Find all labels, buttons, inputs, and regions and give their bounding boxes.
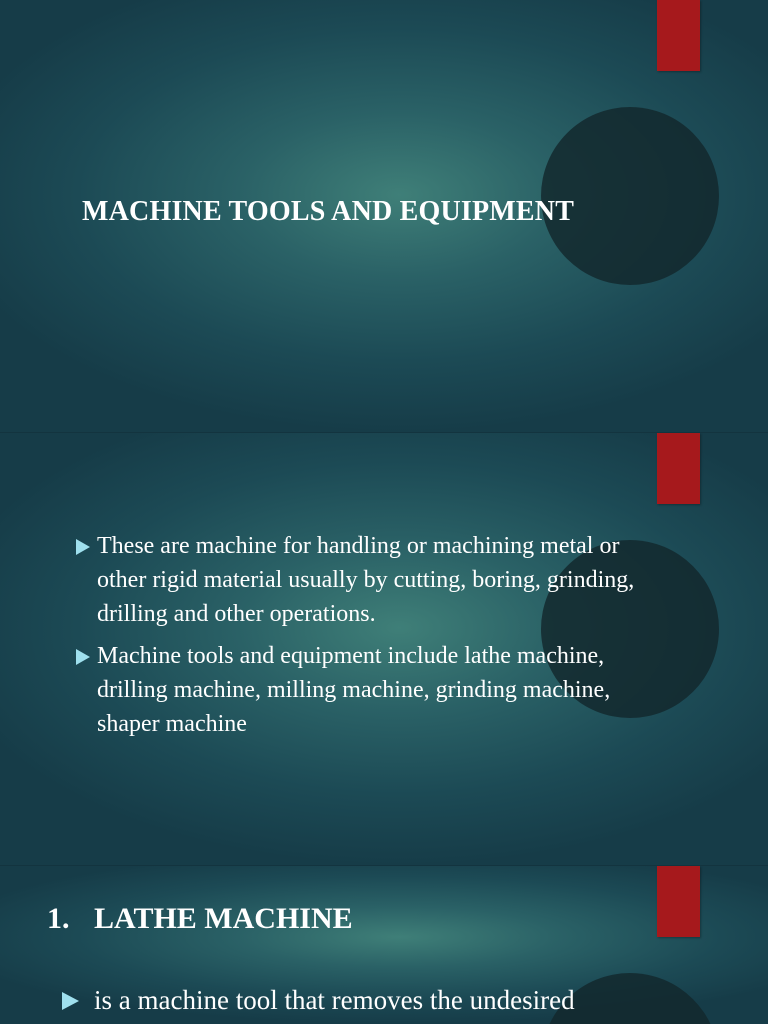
slide-3 xyxy=(0,866,768,1024)
slide-1 xyxy=(0,0,768,433)
bullet-text: Machine tools and equipment include lathe machine, drilling machine, milling machine, grinding machine, shaper machine xyxy=(97,643,611,737)
heading-number: 1. xyxy=(47,902,70,935)
bullet-text: These are machine for handling or machining metal or other rigid material usually by cutting, boring, grinding, drilling and other operations. xyxy=(97,533,635,627)
bullet-item xyxy=(76,529,636,631)
slide-2 xyxy=(0,433,768,866)
decor-red-bar xyxy=(657,433,700,504)
bullet-list xyxy=(76,529,636,749)
bullet-item xyxy=(76,639,636,741)
decor-red-bar xyxy=(657,0,700,71)
bullet-text: is a machine tool that removes the undesired xyxy=(94,985,575,1015)
slide-title: MACHINE TOOLS AND EQUIPMENT xyxy=(82,196,575,227)
triangle-right-icon xyxy=(76,539,90,555)
triangle-right-icon xyxy=(76,649,90,665)
section-heading: LATHE MACHINE xyxy=(94,902,353,935)
triangle-right-icon xyxy=(62,992,79,1010)
decor-red-bar xyxy=(657,866,700,937)
